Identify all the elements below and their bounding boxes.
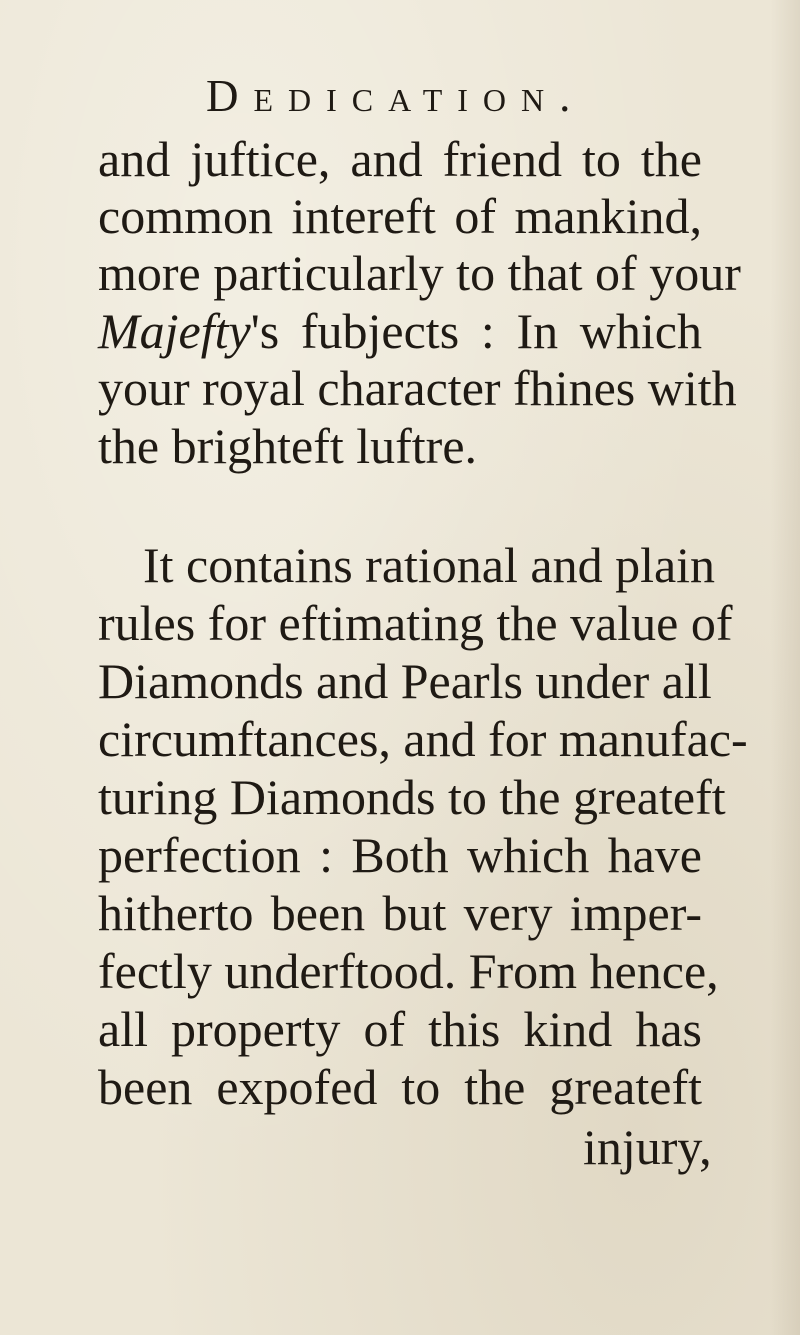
page-header: Dedication. — [206, 71, 586, 121]
text-line: been expofed to the greateft — [98, 1059, 702, 1115]
text-line: fectly underftood. From hence, — [98, 943, 719, 999]
page-edge-shadow — [770, 0, 800, 1335]
text-line: common intereft of mankind, — [98, 188, 702, 244]
text-line: circumftances, and for manufac- — [98, 711, 748, 767]
text-line: hitherto been but very imper- — [98, 885, 702, 941]
text-line: more particularly to that of your — [98, 245, 741, 301]
text-line: all property of this kind has — [98, 1001, 702, 1057]
text-line: It contains rational and plain — [143, 537, 716, 593]
text-line: Majefty's fubjects : In which — [98, 303, 702, 359]
text-line: Diamonds and Pearls under all — [98, 653, 712, 709]
text-line: your royal character fhines with — [98, 360, 737, 416]
text-line: rules for eftimating the value of — [98, 595, 733, 651]
catchword: injury, — [583, 1119, 712, 1175]
text-line: perfection : Both which have — [98, 827, 702, 883]
text-line: turing Diamonds to the greateft — [98, 769, 726, 825]
majesty-word: Majefty — [98, 303, 251, 359]
text-line: and juftice, and friend to the — [98, 131, 702, 187]
text-line: the brighteft luftre. — [98, 418, 478, 474]
